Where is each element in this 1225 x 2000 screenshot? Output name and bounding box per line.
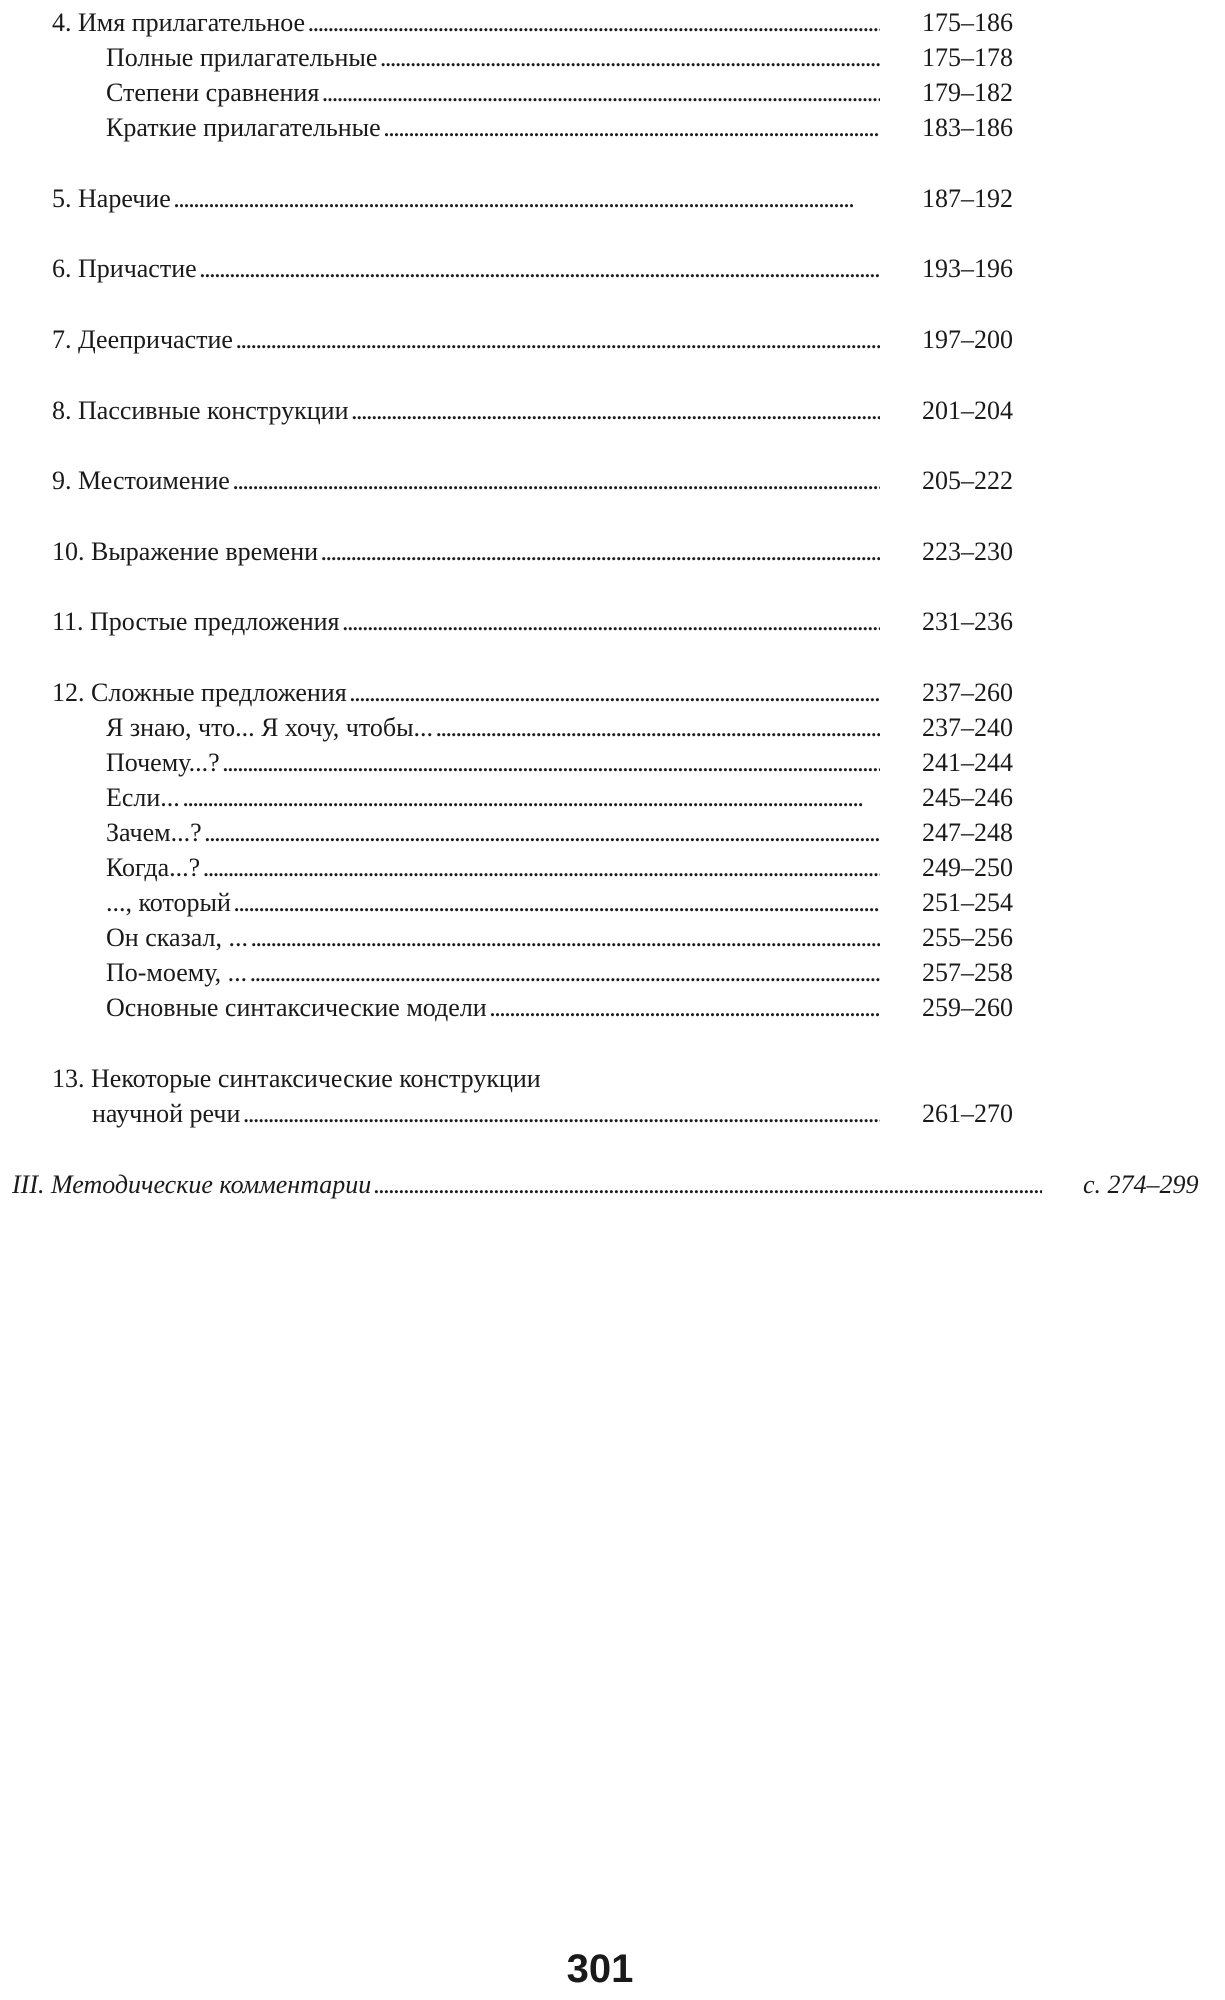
toc-entry-pages: 179–182 — [922, 78, 1013, 107]
toc-entry-pages: 251–254 — [922, 888, 1013, 917]
toc-entry-pages: 183–186 — [922, 113, 1013, 142]
toc-entry-label: 9. Местоимение . . . — [52, 464, 880, 498]
toc-entry-pages: 201–204 — [922, 396, 1013, 425]
toc-entry-label: 7. Деепричастие . . . — [52, 323, 880, 357]
toc-entry-label: 10. Выражение времени . . . — [52, 535, 880, 569]
toc-entry-label: По-моему, ... . . . — [106, 956, 880, 990]
toc-subentry — [0, 41, 1225, 75]
toc-entry — [0, 605, 1225, 639]
toc-entry-label: 11. Простые предложения . . . — [52, 605, 880, 639]
toc-entry-label-cont: научной речи . . . — [92, 1097, 880, 1131]
page-number: 301 — [566, 1947, 634, 1991]
toc-entry-pages: 223–230 — [922, 537, 1013, 566]
toc-entry-pages: 245–246 — [922, 783, 1013, 812]
toc-entry-pages: 255–256 — [922, 923, 1013, 952]
toc-subentry — [0, 781, 1225, 815]
toc-subentry — [0, 76, 1225, 110]
toc-entry-pages: 187–192 — [922, 184, 1013, 213]
toc-entry — [0, 6, 1225, 40]
toc-entry-pages: 237–240 — [922, 713, 1013, 742]
toc-entry-pages: 193–196 — [922, 254, 1013, 283]
toc-entry-pages: 197–200 — [922, 325, 1013, 354]
toc-entry-pages: 259–260 — [922, 993, 1013, 1022]
toc-entry-label: 5. Наречие . . . — [52, 182, 880, 216]
toc-subentry — [0, 746, 1225, 780]
toc-entry-continuation — [0, 1097, 1225, 1131]
toc-entry — [0, 1062, 1225, 1096]
toc-entry-label: Я знаю, что... Я хочу, чтобы... . . . — [106, 711, 880, 745]
toc-entry-label: 8. Пассивные конструкции . . . — [52, 394, 880, 428]
toc-entry-label: Когда...? . . . — [106, 851, 880, 885]
toc-entry — [0, 394, 1225, 428]
toc-subentry — [0, 991, 1225, 1025]
toc-entry-label: Он сказал, ... . . . — [106, 921, 880, 955]
toc-entry-label: Если... . . . — [106, 781, 880, 815]
toc-entry-label: Краткие прилагательные . . . — [106, 111, 880, 145]
toc-subentry — [0, 816, 1225, 850]
toc-entry-label: Степени сравнения . . . — [106, 76, 880, 110]
toc-subentry — [0, 956, 1225, 990]
toc-entry-label: Почему...? . . . — [106, 746, 880, 780]
toc-entry-label: 6. Причастие . . . — [52, 252, 880, 286]
toc-entry — [0, 323, 1225, 357]
toc-entry-label: Зачем...? . . . — [106, 816, 880, 850]
toc-entry-pages: 231–236 — [922, 607, 1013, 636]
toc-entry — [0, 676, 1225, 710]
toc-entry-label: ..., который . . . — [106, 886, 880, 920]
toc-subentry — [0, 711, 1225, 745]
toc-entry-pages: 205–222 — [922, 466, 1013, 495]
toc-entry-pages: 257–258 — [922, 958, 1013, 987]
toc-entry — [0, 535, 1225, 569]
toc-subentry — [0, 111, 1225, 145]
toc-subentry — [0, 851, 1225, 885]
toc-entry-pages: 249–250 — [922, 853, 1013, 882]
toc-section-label: III. Методические комментарии . . . — [12, 1168, 1042, 1202]
toc-entry — [0, 252, 1225, 286]
toc-entry-label: Основные синтаксические модели . . . — [106, 991, 880, 1025]
toc-entry-label: 13. Некоторые синтаксические конструкции — [52, 1064, 541, 1093]
toc-entry — [0, 464, 1225, 498]
toc-entry-pages: 175–178 — [922, 43, 1013, 72]
toc-entry-label: Полные прилагательные . . . — [106, 41, 880, 75]
toc-subentry — [0, 886, 1225, 920]
toc-entry-pages: 261–270 — [922, 1099, 1013, 1128]
toc-section — [0, 1168, 1225, 1202]
toc-entry-pages: 241–244 — [922, 748, 1013, 777]
toc-subentry — [0, 921, 1225, 955]
toc-entry-pages: 175–186 — [922, 8, 1013, 37]
toc-section-pages: с. 274–299 — [1083, 1170, 1199, 1199]
toc-entry-pages: 237–260 — [922, 678, 1013, 707]
toc-entry-pages: 247–248 — [922, 818, 1013, 847]
toc-entry — [0, 182, 1225, 216]
toc-entry-label: 4. Имя прилагательное . . . — [52, 6, 880, 40]
toc-entry-label: 12. Сложные предложения . . . — [52, 676, 880, 710]
